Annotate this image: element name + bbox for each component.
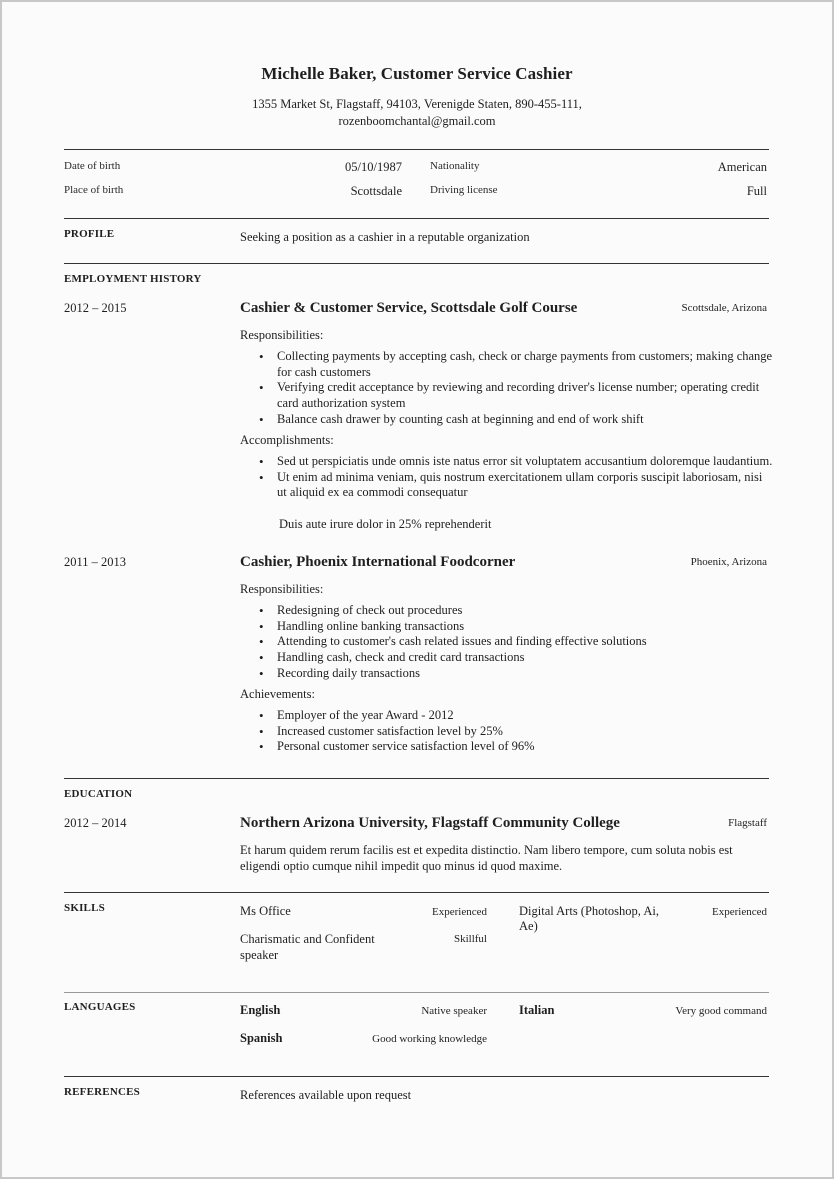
language-level: Very good command [675,1005,767,1017]
accomplishments-label: Accomplishments: [240,433,334,447]
language-name: English [240,1003,281,1017]
date-of-birth-value: 05/10/1987 [345,160,402,174]
contact-email: rozenboomchantal@gmail.com [338,114,496,128]
profile-heading: PROFILE [64,228,115,240]
accomplishments-list [255,454,775,501]
responsibilities-label: Responsibilities: [240,582,324,596]
language-name: Spanish [240,1031,283,1045]
driving-license-value: Full [746,184,767,198]
divider [64,263,769,264]
education-dates: 2012 – 2014 [64,816,127,830]
job-location: Phoenix, Arizona [690,556,767,568]
list-item: • Increased customer satisfaction level by 25% [255,724,775,740]
language-name: Italian [519,1003,555,1017]
divider [64,892,769,893]
education-heading: EDUCATION [64,788,133,800]
languages-heading: LANGUAGES [64,1001,136,1013]
contact-address: 1355 Market St, Flagstaff, 94103, Verenigde Staten, 890-455-111, [252,97,582,111]
driving-license-label: Driving license [430,184,498,196]
skill-name: Ms Office [240,904,291,918]
list-item: • Sed ut perspiciatis unde omnis iste natus error sit voluptatem accusantium doloremque laudantium. [255,454,775,470]
accomplishment-extra-line: Duis aute irure dolor in 25% reprehenderit [279,517,492,531]
list-item: • Ut enim ad minima veniam, quis nostrum exercitationem ullam corporis suscipit laboriosam, nisi ut aliquid ex ea commodi consequatur [255,470,775,501]
divider [64,218,769,219]
achievements-list [255,708,775,755]
education-location: Flagstaff [728,817,767,829]
list-item: • Balance cash drawer by counting cash at beginning and end of work shift [255,412,775,428]
resume-name-title: Michelle Baker, Customer Service Cashier [261,64,573,83]
divider [64,149,769,150]
list-item: • Handling online banking transactions [255,619,775,635]
list-item: • Personal customer service satisfaction level of 96% [255,739,775,755]
profile-text: Seeking a position as a cashier in a reputable organization [240,230,530,244]
list-item: • Redesigning of check out procedures [255,603,775,619]
skill-name: Digital Arts (Photoshop, Ai, Ae) [519,904,659,933]
skill-level: Skillful [453,933,487,945]
education-description: Et harum quidem rerum facilis est et expedita distinctio. Nam libero tempore, cum soluta nobis est eligendi optio cumque nihil impedit quo minus id quod maxime. [240,843,733,873]
list-item: • Collecting payments by accepting cash, check or charge payments from customers; making change for cash customers [255,349,775,380]
divider [64,992,769,993]
list-item: • Recording daily transactions [255,666,775,682]
skill-name: Charismatic and Confident speaker [240,932,375,962]
responsibilities-list [255,349,775,428]
references-text: References available upon request [240,1088,412,1102]
job-location: Scottsdale, Arizona [681,302,767,314]
achievements-label: Achievements: [240,687,315,701]
divider [64,1076,769,1077]
divider [64,778,769,779]
list-item: • Handling cash, check and credit card transactions [255,650,775,666]
skill-level: Experienced [712,906,767,918]
place-of-birth-value: Scottsdale [350,184,402,198]
job-dates: 2012 – 2015 [64,301,127,315]
skills-heading: SKILLS [64,902,105,914]
language-level: Good working knowledge [372,1033,487,1045]
job-dates: 2011 – 2013 [64,555,127,569]
responsibilities-list [255,603,775,682]
skill-level: Experienced [432,906,487,918]
references-heading: REFERENCES [64,1086,140,1098]
list-item: • Employer of the year Award - 2012 [255,708,775,724]
nationality-value: American [717,160,767,174]
list-item: • Verifying credit acceptance by reviewing and recording driver's license number; operating credit card authorization system [255,380,775,411]
nationality-label: Nationality [430,160,480,172]
education-title: Northern Arizona University, Flagstaff Community College [240,815,620,831]
job-title: Cashier, Phoenix International Foodcorner [240,554,516,570]
place-of-birth-label: Place of birth [64,184,124,196]
employment-heading: EMPLOYMENT HISTORY [64,273,202,285]
responsibilities-label: Responsibilities: [240,328,324,342]
language-level: Native speaker [421,1005,487,1017]
list-item: • Attending to customer's cash related issues and finding effective solutions [255,634,775,650]
date-of-birth-label: Date of birth [64,160,121,172]
job-title: Cashier & Customer Service, Scottsdale Golf Course [240,300,578,316]
